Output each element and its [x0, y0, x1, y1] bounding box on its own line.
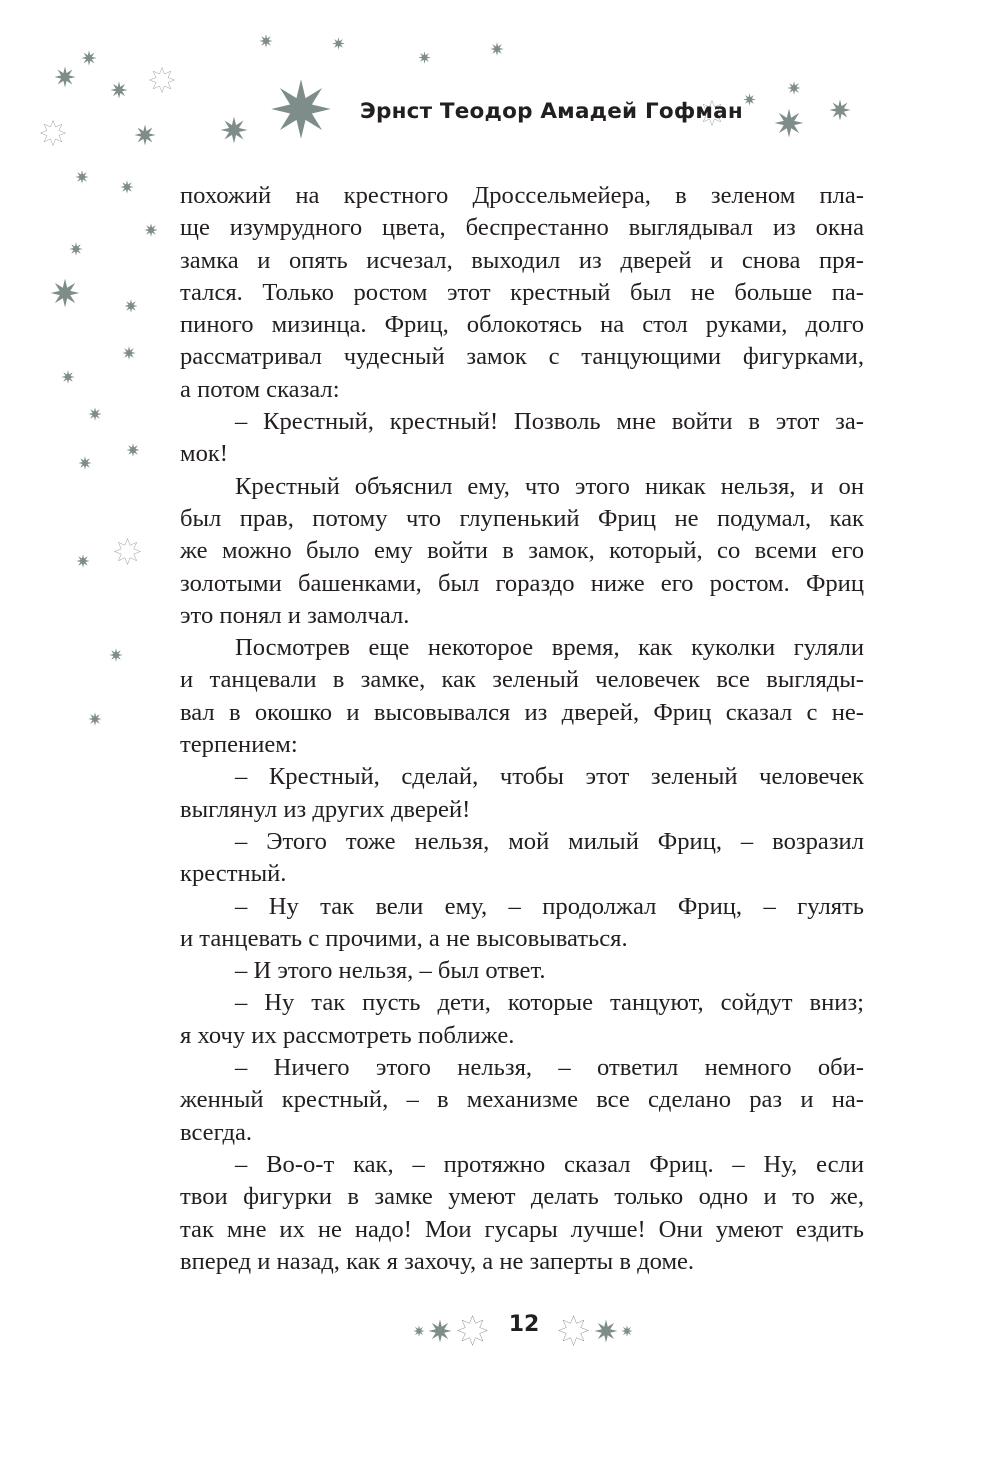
star-icon	[124, 299, 138, 313]
star-icon	[120, 180, 134, 194]
text-line: же можно было ему войти в замок, который, со всеми его	[180, 537, 864, 565]
star-icon	[134, 124, 156, 146]
text-line: похожий на крестного Дроссельмейера, в зеленом пла-	[180, 182, 864, 209]
star-icon	[75, 170, 89, 184]
text-line: – Этого тоже нельзя, мой милый Фриц, – возразил	[235, 827, 864, 855]
star-icon	[50, 278, 80, 308]
star-icon	[88, 407, 102, 421]
star-icon	[144, 223, 158, 237]
page-number: 12	[508, 1312, 540, 1337]
star-icon	[418, 51, 431, 64]
star-icon	[78, 456, 92, 470]
star-icon	[109, 648, 123, 662]
star-icon	[122, 346, 136, 360]
text-line: тался. Только ростом этот крестный был не больше па-	[180, 278, 864, 306]
text-line: ще изумрудного цвета, беспрестанно выглядывал из окна	[180, 214, 864, 242]
text-line: – Ну так пусть дети, которые танцуют, сойдут вниз;	[235, 989, 864, 1017]
star-icon	[81, 50, 97, 66]
text-line: а потом сказал:	[180, 375, 340, 403]
text-line: мок!	[180, 440, 228, 468]
text-line: крестный.	[180, 860, 287, 888]
star-icon	[413, 1325, 425, 1337]
text-line: женный крестный, – в механизме все сделано раз и на-	[180, 1086, 864, 1114]
running-header-author: Эрнст Теодор Амадей Гофман	[360, 99, 743, 124]
text-line: и танцевать с прочими, а не высовываться.	[180, 924, 628, 952]
text-line: Посмотрев еще некоторое время, как куколки гуляли	[235, 634, 864, 662]
text-line: Крестный объяснил ему, что этого никак нельзя, и он	[235, 472, 864, 500]
star-icon	[54, 66, 76, 88]
star-icon	[270, 78, 332, 140]
star-icon	[829, 99, 851, 121]
text-line: терпением:	[180, 731, 298, 759]
star-icon	[61, 370, 75, 384]
text-line: – Ничего этого нельзя, – ответил немного оби-	[235, 1054, 864, 1082]
text-line: всегда.	[180, 1118, 253, 1146]
text-line: рассматривал чудесный замок с танцующими фигурками,	[180, 343, 864, 371]
star-icon	[69, 242, 83, 256]
star-outline-icon	[114, 538, 141, 565]
star-icon	[621, 1325, 633, 1337]
star-icon	[76, 554, 90, 568]
text-line: золотыми башенками, был гораздо ниже его ростом. Фриц	[180, 569, 864, 597]
text-line: замка и опять исчезал, выходил из дверей и снова пря-	[180, 246, 864, 274]
text-line: выглянул из других дверей!	[180, 795, 471, 823]
text-line: – Крестный, сделай, чтобы этот зеленый человечек	[235, 763, 864, 791]
star-icon	[88, 712, 102, 726]
text-line: и танцевали в замке, как зеленый человечек все выгляды-	[180, 666, 864, 694]
star-icon	[259, 34, 273, 48]
text-line: твои фигурки в замке умеют делать только одно и то же,	[180, 1183, 864, 1211]
text-line: – Ну так вели ему, – продолжал Фриц, – гулять	[235, 892, 864, 920]
star-icon	[126, 443, 140, 457]
text-line: – И этого нельзя, – был ответ.	[235, 957, 546, 985]
star-icon	[774, 108, 804, 138]
star-icon	[490, 42, 504, 56]
star-icon	[743, 93, 756, 106]
text-line: так мне их не надо! Мои гусары лучше! Они умеют ездить	[180, 1215, 864, 1243]
text-line: я хочу их рассмотреть поближе.	[180, 1021, 515, 1049]
star-outline-icon	[558, 1315, 589, 1346]
star-icon	[594, 1319, 618, 1343]
text-line: – Во-о-т как, – протяжно сказал Фриц. – Ну, если	[235, 1150, 864, 1178]
text-line: пиного мизинца. Фриц, облокотясь на стол руками, долго	[180, 311, 864, 339]
star-outline-icon	[457, 1315, 488, 1346]
star-outline-icon	[149, 67, 175, 93]
text-line: вал в окошко и высовывался из дверей, Фриц сказал с не-	[180, 698, 864, 726]
text-line: это понял и замолчал.	[180, 601, 410, 629]
text-line: вперед и назад, как я захочу, а не заперты в доме.	[180, 1247, 695, 1275]
star-icon	[428, 1319, 452, 1343]
star-icon	[110, 81, 128, 99]
star-icon	[332, 37, 345, 50]
star-outline-icon	[40, 120, 66, 146]
star-icon	[220, 116, 248, 144]
body-text	[180, 180, 864, 1278]
text-line: – Крестный, крестный! Позволь мне войти в этот за-	[235, 408, 864, 436]
text-line: был прав, потому что глупенький Фриц не подумал, как	[180, 504, 864, 532]
star-icon	[787, 81, 801, 95]
